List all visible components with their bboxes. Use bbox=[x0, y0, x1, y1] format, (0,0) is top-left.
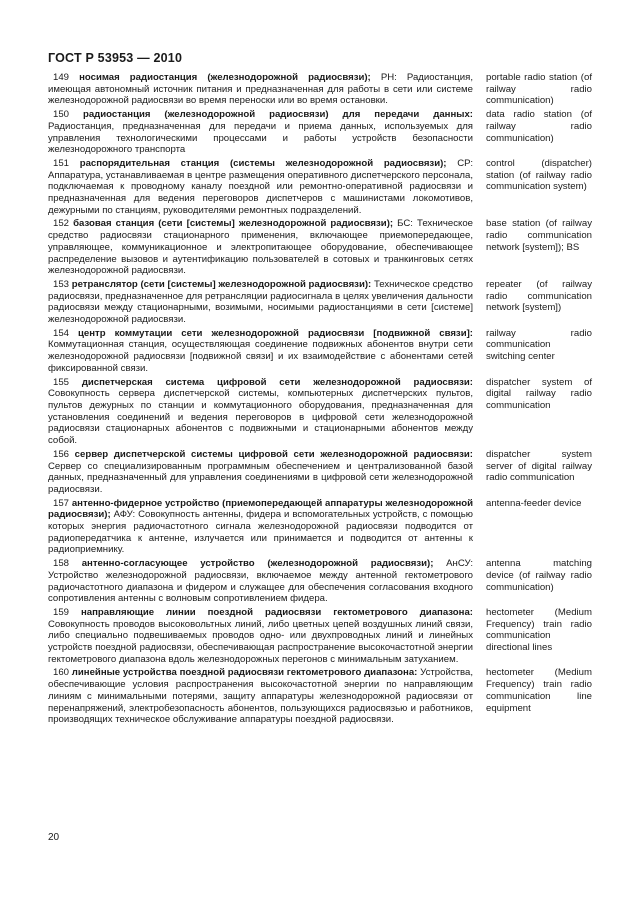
term-number: 153 bbox=[53, 278, 70, 290]
term-english: hectometer (Medium Frequency) train radio communication line equipment bbox=[486, 667, 592, 714]
term-entry bbox=[48, 218, 592, 277]
term-entry bbox=[48, 449, 592, 496]
term-entry bbox=[48, 498, 592, 557]
term-entry bbox=[48, 328, 592, 375]
term-english: data radio station (of railway radio communication) bbox=[486, 109, 592, 144]
term-number: 149 bbox=[53, 72, 70, 83]
document-header: ГОСТ Р 53953 — 2010 bbox=[48, 51, 183, 65]
term-definition: Совокупность сервера диспетчерской системы, компьютерных диспетчерских пультов, пультов дежурных по станции и коммутационного оборудования, предназначенная для установления соединений и ведения переговоров в цифровой сети железнодорожной радиосвязи стационарных абонентов с подвижными и стационарными абонентов между собой. bbox=[48, 388, 473, 447]
term-entry bbox=[48, 377, 592, 447]
term-english: control (dispatcher) station (of railway radio communication system) bbox=[486, 157, 592, 193]
term-name: линейные устройства поездной радиосвязи гектометрового диапазона: bbox=[71, 667, 418, 679]
term-definition: Сервер со специализированным программным обеспечением и централизованной базой данных, предназначенный для управления соединениями в цифровой сети железнодорожной радиосвязи. bbox=[48, 460, 473, 495]
term-number: 154 bbox=[53, 327, 70, 339]
term-russian bbox=[48, 72, 473, 107]
term-entry bbox=[48, 158, 592, 217]
term-russian bbox=[48, 498, 473, 557]
term-russian bbox=[48, 558, 473, 605]
page-number: 20 bbox=[48, 832, 60, 843]
term-number: 160 bbox=[53, 667, 70, 679]
term-english: repeater (of railway radio communication network [system]) bbox=[486, 278, 592, 314]
terms-list bbox=[48, 72, 592, 728]
term-name: радиостанция (железнодорожной радиосвязи) для передачи данных: bbox=[82, 109, 473, 121]
term-english: base station (of railway radio communication network [system]); BS bbox=[486, 218, 592, 253]
term-definition: Коммутационная станция, осуществляющая соединение подвижных абонентов внутри сети железнодорожной радиосвязи [подвижной связи] и их взаимодействие с абонентами сетей фиксированной связи. bbox=[48, 339, 473, 374]
term-name: антенно-фидерное устройство (приемопередающей аппаратуры железнодорожной радиосвязи); bbox=[48, 497, 473, 521]
term-number: 156 bbox=[53, 448, 70, 460]
term-name: направляющие линии поездной радиосвязи гектометрового диапазона: bbox=[80, 606, 473, 618]
term-english: dispatcher system server of digital railway radio communication bbox=[486, 448, 592, 484]
term-definition: РН: Радиостанция, имеющая автономный источник питания и предназначенная для работы в сети или системе железнодорожной радиосвязи во время переноски или во время остановки. bbox=[48, 72, 473, 107]
term-definition: БС: Техническое средство радиосвязи стационарного применения, включающее приемопередающее, управляющее, коммуникационное и электропитающее оборудование, обеспечивающее распределение вызовов и аутентификацию пользователей в сотовых и транкинговых сетях железнодорожной радиосвязи. bbox=[48, 218, 473, 277]
term-english: antenna matching device (of railway radio communication) bbox=[486, 558, 592, 593]
term-name: базовая станция (сети [системы] железнодорожной радиосвязи); bbox=[73, 218, 394, 230]
term-number: 151 bbox=[53, 157, 70, 169]
term-entry bbox=[48, 558, 592, 605]
term-definition: АнСУ: Устройство железнодорожной радиосвязи, включаемое между антенной гектометрового радиочастотного диапазона и фидером и служащее для обеспечения согласования входного сопротивления антенны с волновым сопротивлением фидера. bbox=[48, 558, 473, 605]
term-definition: Совокупность проводов высоковольтных линий, либо цветных цепей воздушных линий связи, либо специально подвешиваемых проводов одно- или двухпроводных линий и линейных устройств поездной радиосвязи, обеспечивающая распространение высокочастотной энергии гектометрового диапазона вдоль железнодорожных перегонов с минимальным затуханием. bbox=[48, 618, 473, 665]
term-definition: Радиостанция, предназначенная для передачи и приема данных, используемых для управления технологическими процессами и работы устройств безопасности железнодорожного транспорта bbox=[48, 120, 473, 156]
term-russian bbox=[48, 449, 473, 496]
term-english: antenna-feeder device bbox=[486, 497, 582, 509]
term-russian bbox=[48, 109, 473, 156]
term-number: 155 bbox=[53, 376, 70, 388]
term-number: 159 bbox=[53, 606, 70, 618]
term-entry bbox=[48, 72, 592, 107]
term-number: 158 bbox=[53, 558, 70, 570]
term-english: portable radio station (of railway radio communication) bbox=[486, 72, 592, 107]
term-definition: Устройства, обеспечивающие условия распространения высокочастотной энергии по направляющим линиям с минимальными потерями, защиту аппаратуры железнодорожной радиосвязи от перенапряжений, электробезопасность абонентов, пользующихся радиосвязью и работников, производящих техническое обслуживание аппаратуры поездной радиосвязи. bbox=[48, 667, 473, 726]
term-entry bbox=[48, 109, 592, 156]
term-name: распорядительная станция (системы железнодорожной радиосвязи); bbox=[79, 157, 447, 169]
term-name: центр коммутации сети железнодорожной радиосвязи [подвижной связи]: bbox=[78, 327, 473, 339]
term-english: dispatcher system of digital railway radio communication bbox=[486, 376, 592, 411]
term-russian bbox=[48, 667, 473, 726]
term-name: носимая радиостанция (железнодорожной радиосвязи); bbox=[79, 72, 371, 83]
term-name: ретранслятор (сети [системы] железнодорожной радиосвязи): bbox=[71, 278, 372, 290]
term-english: railway radio communication switching center bbox=[486, 327, 592, 363]
term-definition: СР: Аппаратура, устанавливаемая в центре размещения оперативного диспетчерского персонала, подключаемая к проводному каналу поездной или ремонтно-оперативной радиосвязи и предназначенная для ведения переговоров диспетчеров с машинистами локомотивов, дежурными по станциям, руководителями ремонтных подразделений. bbox=[48, 157, 473, 216]
term-english: hectometer (Medium Frequency) train radio communication directional lines bbox=[486, 606, 592, 654]
term-definition: АФУ: Совокупность антенны, фидера и вспомогательных устройств, с помощью которых энергия радиочастотного сигнала железнодорожной радиосвязи подводится от радиопередатчика к антенне, излучается или принимается и подводится от антенны к радиоприемнику. bbox=[48, 509, 473, 556]
term-entry bbox=[48, 279, 592, 326]
term-number: 152 bbox=[53, 218, 70, 230]
term-definition: Техническое средство радиосвязи, предназначенное для ретрансляции радиосигнала в целях увеличения дальности радиосвязи между стационарными, возимыми, носимыми радиостанциями в сети [системе] железнодорожной радиосвязи. bbox=[48, 278, 474, 326]
term-number: 150 bbox=[53, 109, 70, 121]
term-russian bbox=[48, 158, 473, 217]
term-entry bbox=[48, 667, 592, 726]
term-russian bbox=[48, 328, 473, 375]
term-number: 157 bbox=[53, 497, 70, 509]
term-entry bbox=[48, 607, 592, 666]
term-russian bbox=[48, 218, 473, 277]
term-name: сервер диспетчерской системы цифровой сети железнодорожной радиосвязи: bbox=[74, 448, 473, 460]
term-russian bbox=[48, 279, 473, 326]
term-name: антенно-согласующее устройство (железнодорожной радиосвязи); bbox=[81, 558, 434, 570]
term-russian bbox=[48, 377, 473, 447]
term-name: диспетчерская система цифровой сети железнодорожной радиосвязи: bbox=[81, 376, 473, 388]
term-russian bbox=[48, 607, 473, 666]
